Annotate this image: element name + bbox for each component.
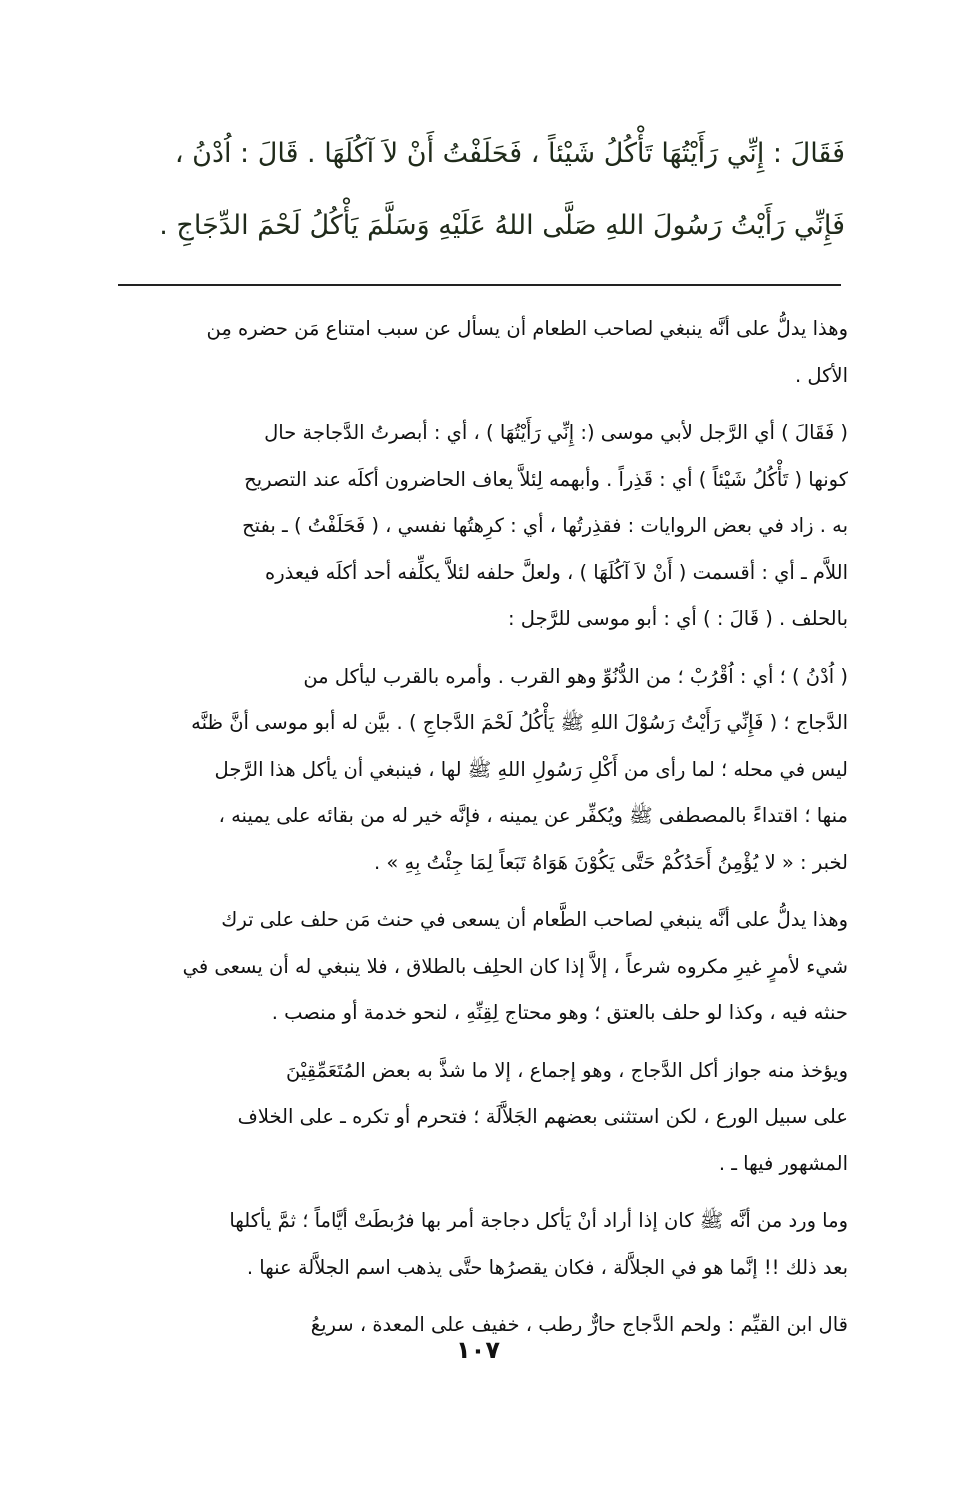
text-line: قال ابن القيِّم : ولحم الدَّجاج حارٌّ رطب ، خفيف على المعدة ، سريعُ (310, 1313, 848, 1336)
page-number: ١٠٧ (456, 1336, 500, 1364)
commentary-paragraph (108, 1198, 848, 1291)
text-line: لخبر : « لا يُؤْمِنُ أَحَدُكُمْ حَتَّى يَكُوْنَ هَوَاهُ تَبَعاً لِمَا جِئْتُ بِهِ » . (373, 850, 848, 874)
text-line: شيء لأمرٍ غيرِ مكروه شرعاً ، إلاَّ إذا كان الحلِف بالطلاق ، فلا ينبغي له أن يسعى في (182, 954, 848, 978)
commentary-text (108, 306, 848, 1360)
text-line: وهذا يدلُّ على أنَّه ينبغي لصاحب الطعام أن يسأل عن سبب امتناع مَن حضره مِن (206, 317, 848, 340)
text-line: ( فَقَالَ ) أي الرَّجل لأبي موسى (: إِنِّي رَأَيْتُهَا ) ، أي : أبصرتُ الدَّجاجة حال (264, 421, 848, 444)
text-line: المشهور فيها ـ . (718, 1151, 848, 1175)
text-line: حنثه فيه ، وكذا لو حلف بالعتق ؛ وهو محتاج لِقِنِّهِ ، لنحو خدمة أو منصب . (271, 1001, 848, 1024)
text-line: اللاَّم ـ أي : أقسمت ( أَنْ لاَ آكُلَهَا ) ، ولعلَّ حلفه لئلاَّ يكلِّفه أحد أكلَه فيعذره (264, 560, 848, 584)
commentary-paragraph (108, 410, 848, 643)
hadith-text (105, 118, 845, 262)
hadith-line: فَقَالَ : إِنِّي رَأَيْتُهَا تَأْكُلُ شَيْئاً ، فَحَلَفْتُ أَنْ لاَ آكُلَهَا . قَالَ : اُدْنُ ، (174, 138, 845, 169)
text-line: ليس في محله ؛ لما رأى من أَكْلِ رَسُولِ اللهِ ﷺ لها ، فينبغي أن يأكل هذا الرَّجل (214, 757, 848, 781)
text-line: بعد ذلك !! إنَّما هو في الجلاَّلة ، فكان يقصرُها حتَّى يذهب اسم الجلاَّلة عنها . (246, 1255, 848, 1279)
text-line: بالحلف . ( قَالَ : ) أي : أبو موسى للرَّجل : (508, 607, 848, 630)
text-line: ( اُدْنُ ) ؛ أي : اُقْرُبْ ؛ من الدُّنُوِّ وهو القرب . وأمره بالقرب ليأكل من (303, 664, 848, 688)
text-line: به . زاد في بعض الروايات : فقذِرتُها ، أي : كرِهتُها نفسي ، ( فَحَلَفْتُ ) ـ بفتح (242, 514, 848, 537)
commentary-paragraph (108, 654, 848, 887)
hadith-line: فَإِنِّي رَأَيْتُ رَسُولَ اللهِ صَلَّى اللهُ عَلَيْهِ وَسَلَّمَ يَأْكُلُ لَحْمَ الدِّجَاجِ . (159, 210, 845, 241)
commentary-paragraph (108, 1048, 848, 1188)
text-line: كونها ( تَأْكُلُ شَيْئاً ) أي : قَذِراً . وأبهمه لِئلاَّ يعاف الحاضرون أكلَه عند التصريح (244, 467, 848, 491)
text-line: وما ورد من أنَّه ﷺ كان إذا أراد أنْ يَأكل دجاجة أمر بها فرُبطَتْ أيَّاماً ؛ ثمَّ يأكلها (229, 1209, 848, 1232)
commentary-paragraph (108, 897, 848, 1037)
section-divider (118, 284, 841, 286)
text-line: منها ؛ اقتداءً بالمصطفى ﷺ ويُكفِّر عن يمينه ، فإنَّه خير له من بقائه على يمينه ، (218, 804, 848, 827)
text-line: ويؤخذ منه جواز أكل الدَّجاج ، وهو إجماع ، إلا ما شذَّ به بعض المُتَعَمِّقِيْنَ (286, 1058, 848, 1082)
text-line: الدَّجاج ؛ ( فَإِنِّي رَأَيْتُ رَسُوْلَ اللهِ ﷺ يَأْكُلُ لَحْمَ الدَّجاجِ ) . بيَّن له أبو موسى أنَّ ظنَّه (191, 711, 848, 734)
text-line: الأكل . (795, 363, 848, 387)
text-line: على سبيل الورع ، لكن استثنى بعضهم الجَلاَّلَة ؛ فتحرم أو تكره ـ على الخلاف (237, 1105, 848, 1128)
commentary-paragraph (108, 306, 848, 399)
text-line: وهذا يدلُّ على أنَّه ينبغي لصاحب الطَّعام أن يسعى في حنث مَن حلف على ترك (221, 908, 848, 931)
